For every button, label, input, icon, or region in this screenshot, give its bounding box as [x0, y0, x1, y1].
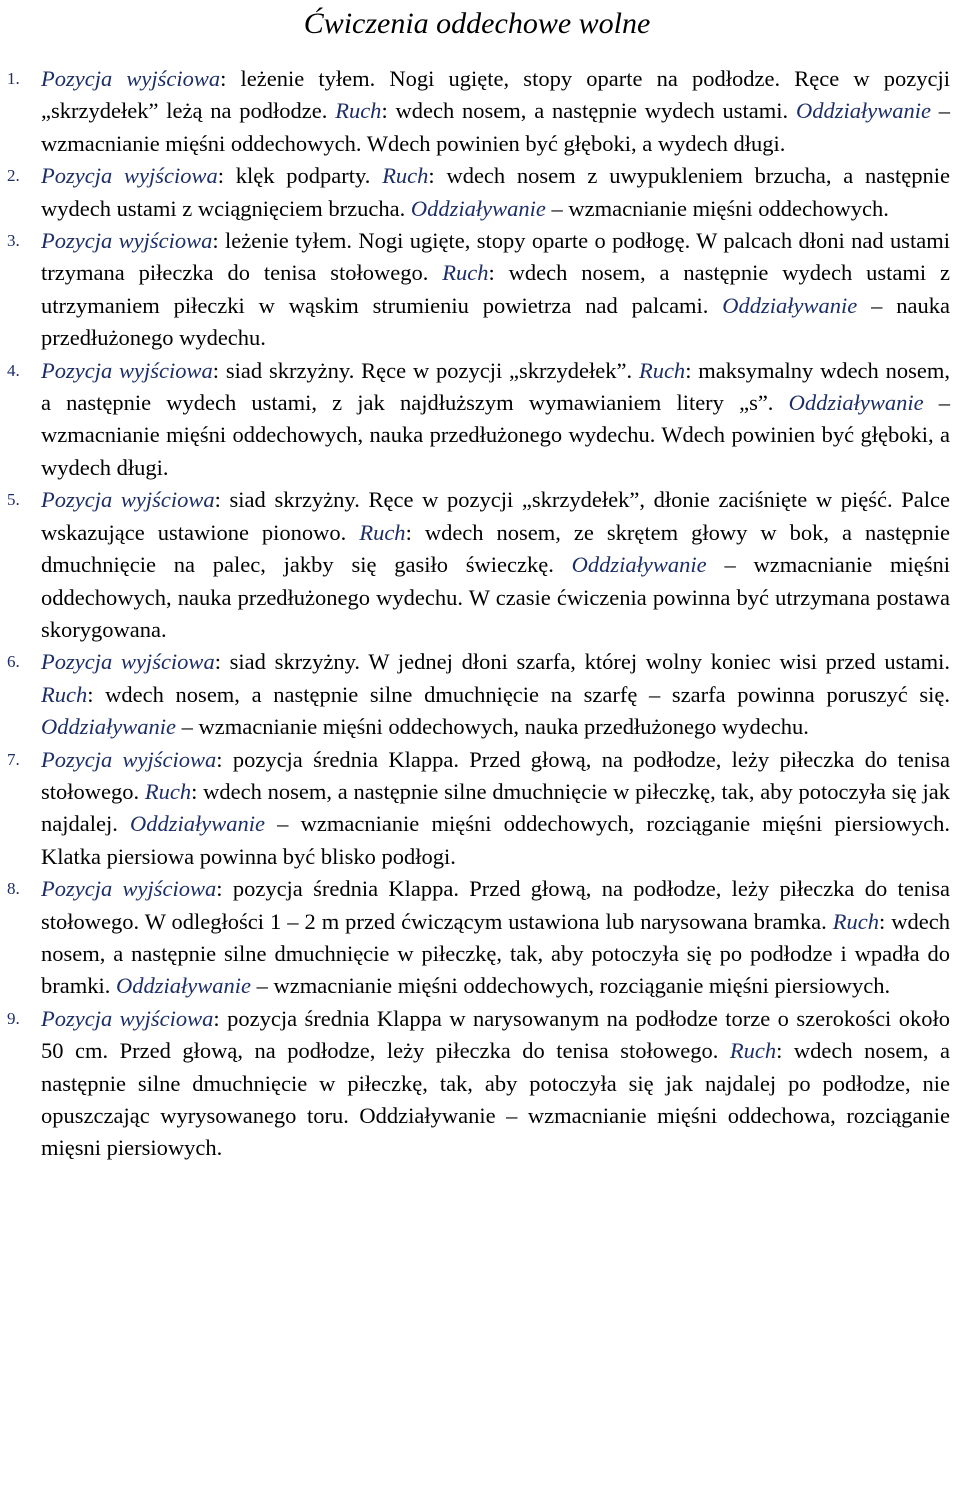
- item-text: : pozycja średnia Klappa. Przed głową, na podłodze, leży piłeczka do tenisa stołowego. W odległości 1 – 2 m przed ćwiczącym ustawiona lub narysowana bramka.: [41, 876, 950, 934]
- exercise-item-6: [0, 646, 954, 743]
- item-text: – wzmacnianie mięśni oddechowych, nauka przedłużonego wydechu. W czasie ćwiczenia powinna być utrzymana postawa skorygowana.: [41, 552, 950, 642]
- item-text: : wdech nosem, a następnie silne dmuchnięcie w piłeczkę, tak, aby potoczyła się jak najdalej.: [41, 778, 950, 837]
- movement-label: Ruch: [144, 778, 192, 804]
- exercise-item-4: [0, 355, 954, 485]
- effect-label: Oddziaływanie: [795, 98, 931, 124]
- position-label: Pozycja wyjściowa: [41, 357, 213, 383]
- item-text: – nauka przedłużonego wydechu.: [41, 292, 950, 351]
- item-text: : wdech nosem z uwypukleniem brzucha, a następnie wydech ustami z wciągnięciem brzucha.: [41, 163, 950, 221]
- position-label: Pozycja wyjściowa: [41, 876, 217, 902]
- item-text: – wzmacnianie mięśni oddechowych, rozciąganie mięśni piersiowych. Klatka piersiowa powinna być blisko podłogi.: [41, 811, 950, 869]
- effect-label: Oddziaływanie: [115, 973, 251, 999]
- effect-label: Oddziaływanie: [722, 292, 858, 318]
- item-number: 6.: [7, 652, 20, 672]
- item-text: : pozycja średnia Klappa w narysowanym na podłodze torze o szerokości około 50 cm. Przed głową, na podłodze, leży piłeczka do tenisa stołowego.: [41, 1005, 950, 1064]
- movement-label: Ruch: [638, 357, 686, 383]
- item-text: – wzmacnianie mięśni oddechowych, nauka przedłużonego wydechu.: [176, 714, 809, 740]
- effect-label: Oddziaływanie: [788, 390, 924, 416]
- exercise-list: [0, 63, 954, 1165]
- item-number: 3.: [7, 231, 20, 251]
- item-text: : wdech nosem, ze skrętem głowy w bok, a następnie dmuchnięcie na palec, jakby się gasiło świeczkę.: [41, 519, 951, 578]
- exercise-item-8: [0, 873, 954, 1003]
- item-text: : wdech nosem, a następnie silne dmuchnięcie w piłeczkę, tak, aby potoczyła się jak najdalej po podłodze, nie opuszczając wyrysowanego toru.: [41, 1038, 950, 1128]
- exercise-item-3: [0, 225, 954, 355]
- movement-label: Ruch: [832, 908, 880, 934]
- exercise-item-1: [0, 63, 954, 160]
- exercise-item-2: [0, 160, 954, 225]
- movement-label: Ruch: [729, 1038, 777, 1064]
- position-label: Pozycja wyjściowa: [41, 66, 221, 91]
- item-text: : leżenie tyłem. Nogi ugięte, stopy oparte na podłodze. Ręce w pozycji „skrzydełek” leżą na podłodze.: [41, 66, 950, 124]
- movement-label: Ruch: [41, 681, 88, 707]
- item-text: : siad skrzyżny. Ręce w pozycji „skrzydełek”, dłonie zaciśnięte w pięść. Palce wskazujące ustawione pionowo.: [41, 487, 950, 545]
- item-text: : maksymalny wdech nosem, a następnie wydech ustami, z jak najdłuższym wymawianiem litery „s”.: [41, 357, 950, 416]
- position-label: Pozycja wyjściowa: [41, 746, 217, 772]
- item-text: – wzmacnianie mięśni oddechowych. Wdech powinien być głęboki, a wydech długi.: [41, 98, 951, 156]
- exercise-item-5: [0, 484, 954, 646]
- item-text: : siad skrzyżny. W jednej dłoni szarfa, której wolny koniec wisi przed ustami.: [214, 649, 950, 675]
- item-text: : pozycja średnia Klappa. Przed głową, na podłodze, leży piłeczka do tenisa stołowego.: [41, 746, 950, 804]
- effect-label: Oddziaływanie: [410, 195, 546, 221]
- exercise-item-9: [0, 1003, 954, 1165]
- effect-label: Oddziaływanie: [41, 714, 176, 740]
- item-text: – wzmacnianie mięśni oddechowa, rozciąganie mięsni piersiowych.: [41, 1103, 950, 1161]
- item-text: : wdech nosem, a następnie silne dmuchnięcie w piłeczkę, tak, aby potoczyła się po podłodze i wpadła do bramki.: [41, 908, 950, 999]
- item-text: – wzmacnianie mięśni oddechowych, rozciąganie mięśni piersiowych.: [250, 973, 891, 999]
- item-text: : siad skrzyżny. Ręce w pozycji „skrzydełek”.: [212, 357, 639, 383]
- movement-label: Ruch: [382, 163, 429, 189]
- item-number: 1.: [7, 69, 20, 88]
- effect-label: Oddziaływanie: [571, 552, 707, 578]
- item-number: 7.: [7, 749, 20, 769]
- item-text: : leżenie tyłem. Nogi ugięte, stopy oparte o podłogę. W palcach dłoni nad ustami trzymana piłeczka do tenisa stołowego.: [41, 228, 950, 286]
- position-label: Pozycja wyjściowa: [41, 649, 215, 675]
- item-text: : klęk podparty.: [217, 163, 383, 189]
- item-text: : wdech nosem, a następnie wydech ustami.: [381, 98, 796, 124]
- movement-label: Ruch: [442, 260, 489, 286]
- item-number: 2.: [7, 166, 20, 186]
- item-number: 8.: [7, 879, 20, 899]
- position-label: Pozycja wyjściowa: [41, 1005, 214, 1031]
- position-label: Pozycja wyjściowa: [41, 487, 215, 513]
- item-number: 9.: [7, 1008, 20, 1028]
- item-text: : wdech nosem, a następnie silne dmuchnięcie na szarfę – szarfa powinna poruszyć się.: [87, 681, 950, 707]
- effect-label: Oddziaływanie: [359, 1103, 496, 1128]
- position-label: Pozycja wyjściowa: [41, 163, 218, 189]
- item-number: 5.: [7, 490, 20, 510]
- item-text: – wzmacnianie mięśni oddechowych.: [545, 195, 889, 221]
- movement-label: Ruch: [335, 98, 382, 124]
- item-text: : wdech nosem, a następnie wydech ustami z utrzymaniem piłeczki w wąskim strumieniu powietrza nad palcami.: [41, 260, 950, 318]
- movement-label: Ruch: [359, 519, 406, 545]
- exercise-item-7: [0, 744, 954, 874]
- item-number: 4.: [7, 360, 20, 380]
- effect-label: Oddziaływanie: [130, 811, 266, 837]
- item-text: – wzmacnianie mięśni oddechowych, nauka przedłużonego wydechu. Wdech powinien być głęboki, a wydech długi.: [41, 390, 950, 480]
- page-title: Ćwiczenia oddechowe wolne: [303, 7, 651, 40]
- position-label: Pozycja wyjściowa: [41, 228, 213, 254]
